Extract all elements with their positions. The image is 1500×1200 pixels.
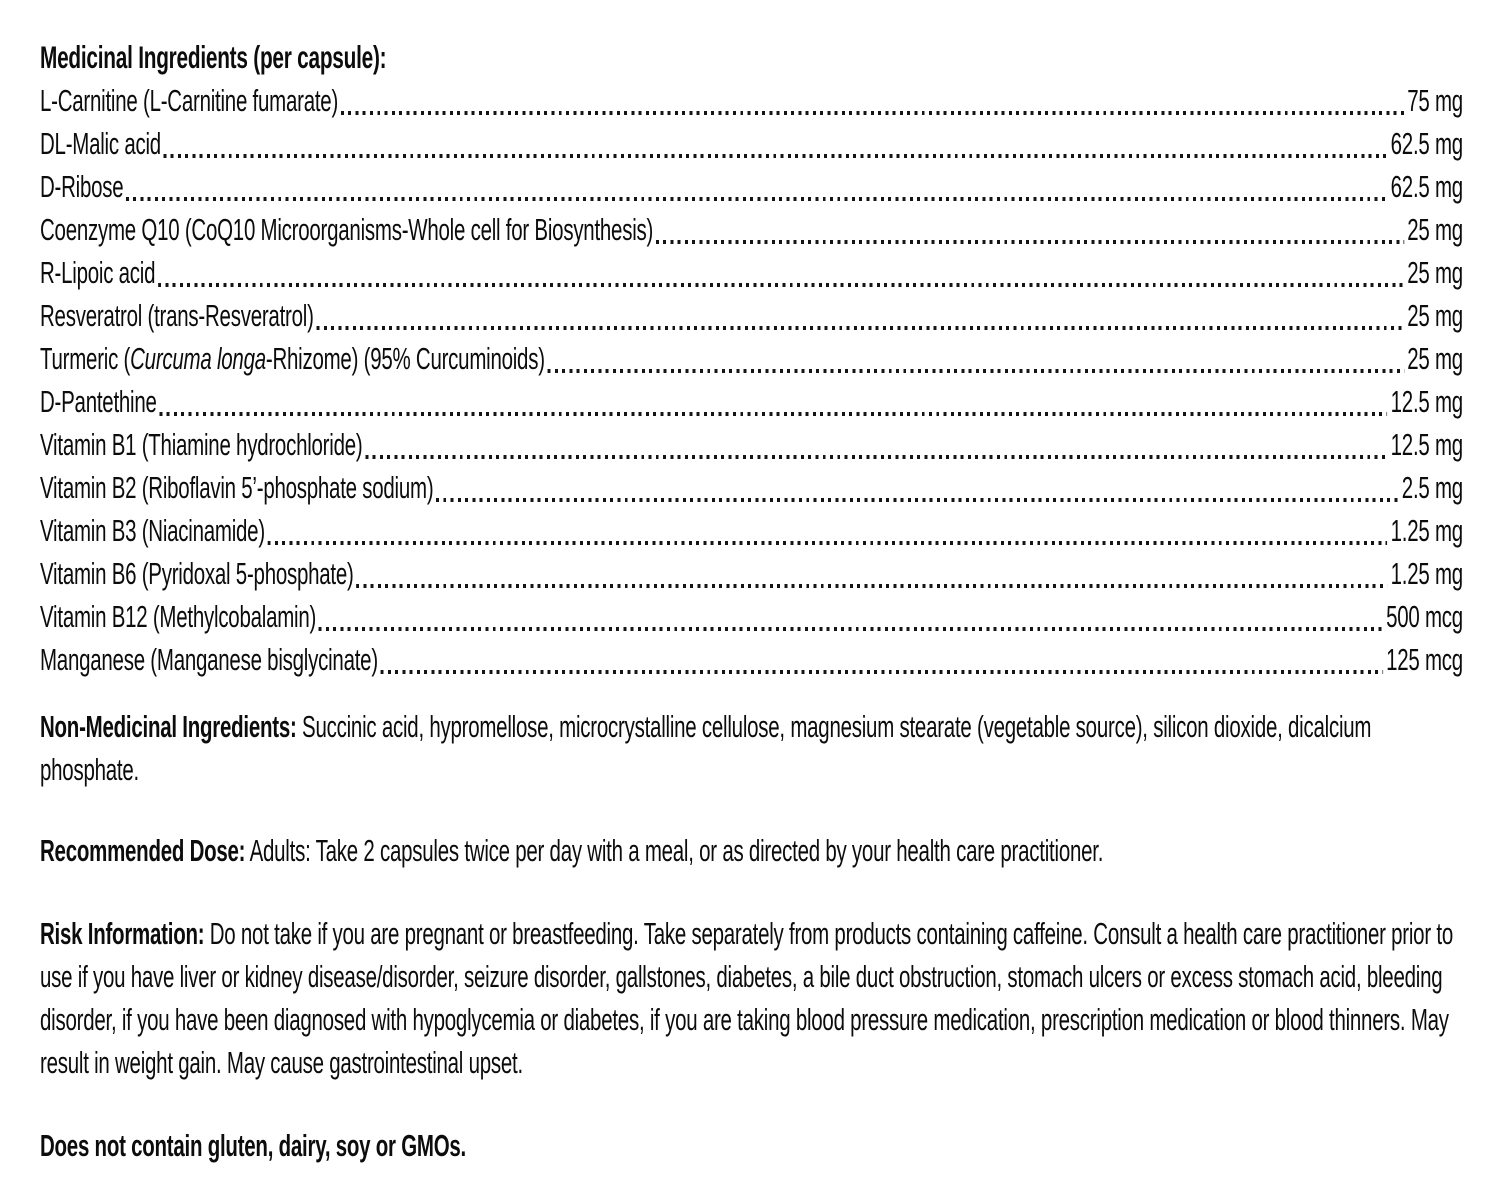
ingredient-amount: 125 mcg [1386, 642, 1463, 677]
ingredient-name: Resveratrol (trans-Resveratrol) [40, 298, 314, 333]
dot-leader [656, 240, 1404, 244]
ingredient-name: Manganese (Manganese bisglycinate) [40, 642, 378, 677]
ingredient-amount: 1.25 mg [1390, 556, 1463, 591]
non-medicinal-ingredients-paragraph [40, 705, 1463, 791]
dot-leader [341, 111, 1404, 115]
ingredient-name: Vitamin B2 (Riboflavin 5’-phosphate sodium) [40, 470, 434, 505]
dot-leader [547, 369, 1404, 373]
dot-leader [316, 326, 1404, 330]
dot-leader [381, 670, 1383, 674]
ingredient-row-resveratrol [40, 294, 1463, 337]
ingredient-row-r-lipoic-acid [40, 251, 1463, 294]
ingredient-name: D-Ribose [40, 169, 124, 204]
dot-leader [436, 498, 1398, 502]
ingredient-amount: 25 mg [1407, 341, 1463, 376]
dot-leader [159, 412, 1387, 416]
ingredient-name: Vitamin B1 (Thiamine hydrochloride) [40, 427, 363, 462]
risk-information-label: Risk Information: [40, 916, 205, 951]
ingredient-name: L-Carnitine (L-Carnitine fumarate) [40, 83, 339, 118]
ingredient-amount: 75 mg [1407, 83, 1463, 118]
dot-leader [164, 154, 1388, 158]
ingredient-row-vitamin-b1 [40, 423, 1463, 466]
recommended-dose-label: Recommended Dose: [40, 833, 246, 868]
ingredient-row-manganese [40, 638, 1463, 681]
label-content [40, 36, 1463, 1167]
ingredient-row-coenzyme-q10 [40, 208, 1463, 251]
ingredient-row-turmeric [40, 337, 1463, 380]
ingredient-name-latin: Curcuma longa [130, 341, 266, 376]
ingredient-row-vitamin-b3 [40, 509, 1463, 552]
ingredient-name: Vitamin B12 (Methylcobalamin) [40, 599, 317, 634]
ingredient-amount: 62.5 mg [1390, 126, 1463, 161]
dot-leader [356, 584, 1387, 588]
ingredient-amount: 2.5 mg [1401, 470, 1463, 505]
non-medicinal-ingredients-label: Non-Medicinal Ingredients: [40, 709, 297, 744]
ingredient-row-d-pantethine [40, 380, 1463, 423]
recommended-dose-paragraph [40, 829, 1463, 872]
medicinal-ingredients-list [40, 79, 1463, 681]
ingredient-amount: 500 mcg [1386, 599, 1463, 634]
dot-leader [158, 283, 1404, 287]
ingredient-name-prefix: Turmeric ( [40, 341, 131, 376]
dot-leader [126, 197, 1387, 201]
recommended-dose-text: Adults: Take 2 capsules twice per day with a meal, or as directed by your health care practitioner. [245, 833, 1104, 868]
ingredient-row-dl-malic-acid [40, 122, 1463, 165]
risk-information-paragraph [40, 912, 1463, 1084]
dot-leader [319, 627, 1383, 631]
ingredient-name: Vitamin B3 (Niacinamide) [40, 513, 265, 548]
non-medicinal-ingredients-text: Succinic acid, hypromellose, microcrystalline cellulose, magnesium stearate (vegetable source), silicon dioxide, dicalcium phosphate. [40, 709, 1372, 787]
ingredient-name: R-Lipoic acid [40, 255, 156, 290]
ingredient-name: DL-Malic acid [40, 126, 161, 161]
ingredient-row-d-ribose [40, 165, 1463, 208]
ingredient-amount: 12.5 mg [1390, 384, 1463, 419]
ingredient-amount: 25 mg [1407, 255, 1463, 290]
ingredient-amount: 25 mg [1407, 212, 1463, 247]
medicinal-ingredients-heading: Medicinal Ingredients (per capsule): [40, 39, 387, 75]
ingredient-name: Coenzyme Q10 (CoQ10 Microorganisms-Whole cell for Biosynthesis) [40, 212, 654, 247]
contains-statement: Does not contain gluten, dairy, soy or GMOs. [40, 1128, 466, 1163]
ingredient-row-vitamin-b6 [40, 552, 1463, 595]
dot-leader [268, 541, 1388, 545]
risk-information-text: Do not take if you are pregnant or breastfeeding. Take separately from products containing caffeine. Consult a health care practitioner prior to use if you have liver or kidney disease/disorder, seizure disorder, gallstones, diabetes, a bile duct obstruction, stomach ulcers or excess stomach acid, bleeding disorder, if you have been diagnosed with hypoglycemia or diabetes, if you are taking blood pressure medication, prescription medication or blood thinners. May result in weight gain. May cause gastrointestinal upset. [40, 916, 1453, 1080]
ingredient-name [40, 337, 545, 380]
ingredient-name: D-Pantethine [40, 384, 157, 419]
ingredient-row-l-carnitine [40, 79, 1463, 122]
ingredient-amount: 25 mg [1407, 298, 1463, 333]
ingredient-name: Vitamin B6 (Pyridoxal 5-phosphate) [40, 556, 354, 591]
ingredient-amount: 12.5 mg [1390, 427, 1463, 462]
ingredient-amount: 1.25 mg [1390, 513, 1463, 548]
ingredient-row-vitamin-b2 [40, 466, 1463, 509]
ingredient-row-vitamin-b12 [40, 595, 1463, 638]
ingredient-amount: 62.5 mg [1390, 169, 1463, 204]
dot-leader [365, 455, 1387, 459]
ingredient-name-suffix: -Rhizome) (95% Curcuminoids) [265, 341, 545, 376]
